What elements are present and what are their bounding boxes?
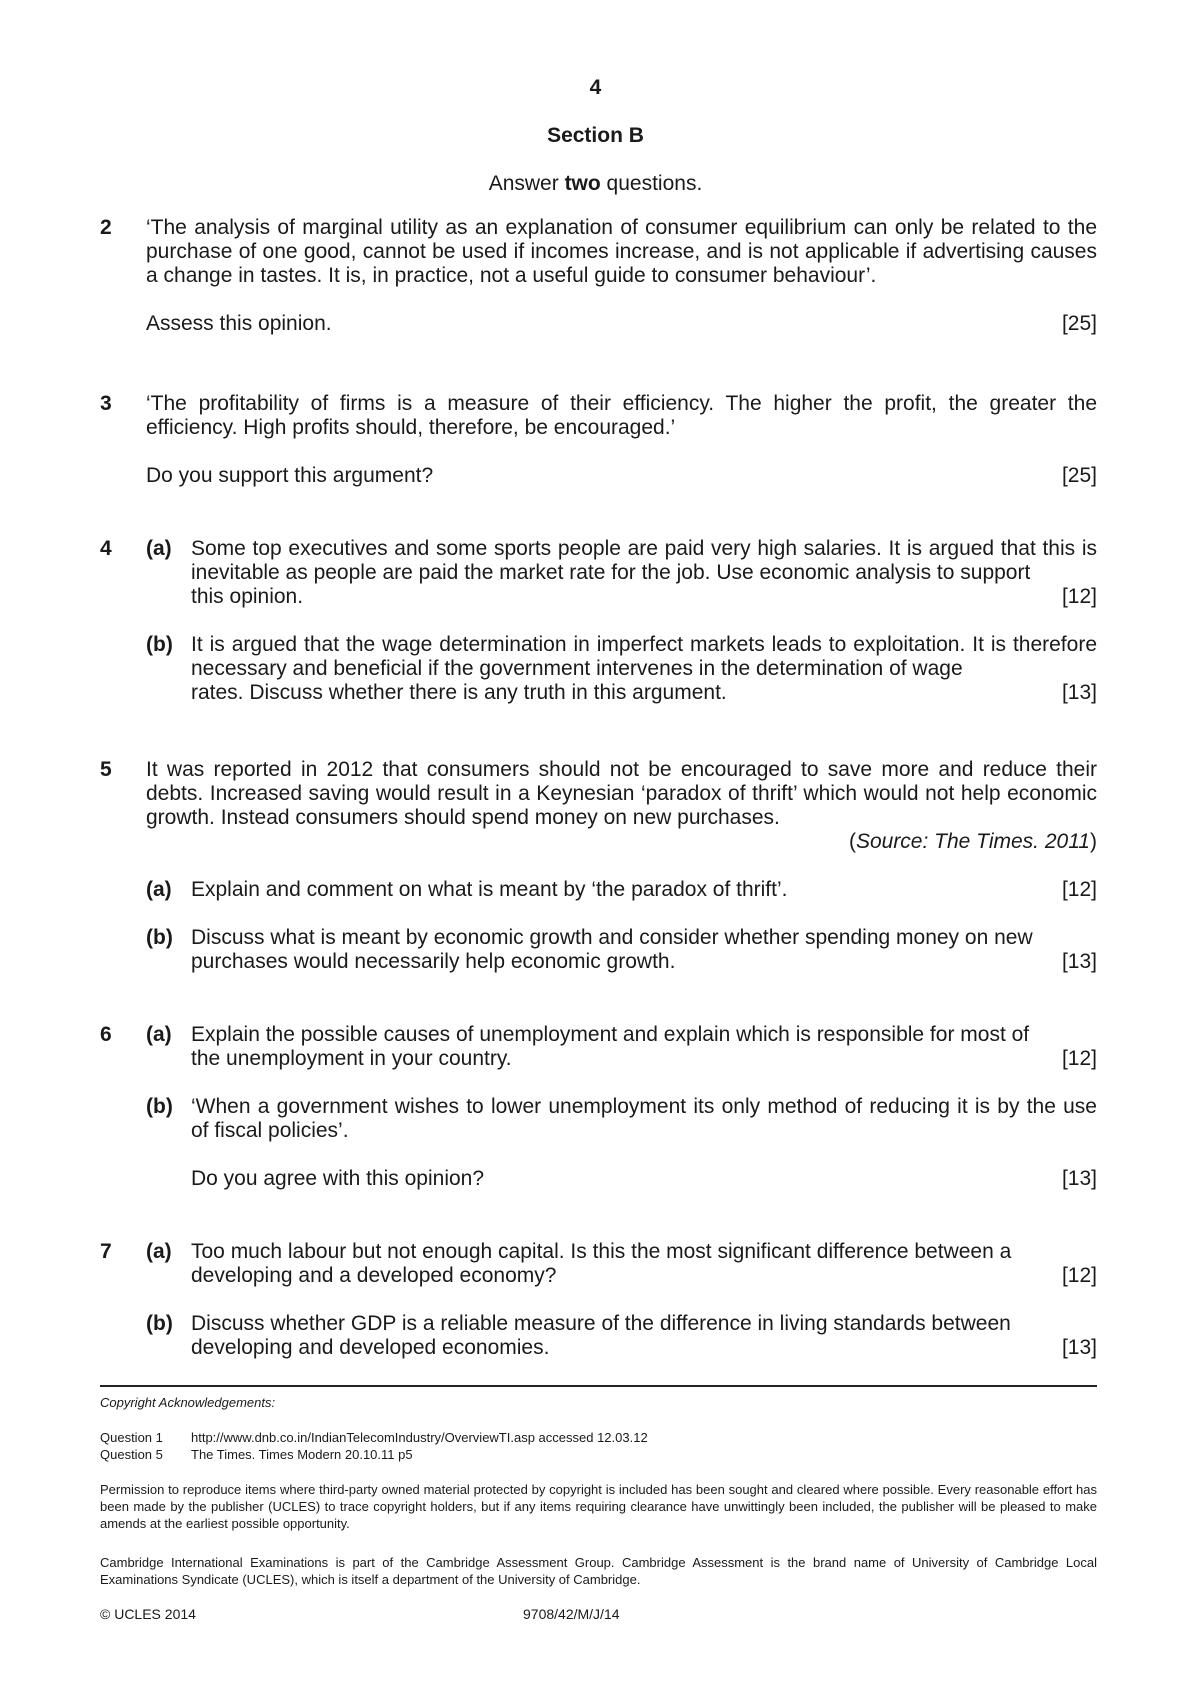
acknowledgement-row <box>100 1446 1097 1463</box>
mark: [13] <box>1061 950 1097 973</box>
part-text: It is argued that the wage determination in imperfect markets leads to exploitation. It is therefore necessary and beneficial if the government intervenes in the determination of wage <box>191 633 1097 680</box>
mark: [12] <box>1061 878 1097 901</box>
part-a <box>100 1023 1097 1071</box>
part-a <box>100 537 1097 609</box>
question-prompt-line <box>146 312 1097 336</box>
part-b <box>100 633 1097 705</box>
ack-text: http://www.dnb.co.in/IndianTelecomIndustry/OverviewTI.asp accessed 12.03.12 <box>191 1430 648 1445</box>
part-label: (a) <box>146 1023 172 1046</box>
part-text: Some top executives and some sports people are paid very high salaries. It is argued that this is inevitable as people are paid the market rate for the job. Use economic analysis to support <box>191 537 1097 584</box>
ack-label: Question 1 <box>100 1430 163 1445</box>
part-line <box>191 878 1097 902</box>
instruction <box>0 172 1191 196</box>
part-label: (b) <box>146 926 173 949</box>
source-open: ( <box>848 830 856 853</box>
question-text: It was reported in 2012 that consumers should not be encouraged to save more and reduce their debts. Increased saving would result in a Keynesian ‘paradox of thrift’ which would not help economic growth. Instead consumers should spend money on new purchases. <box>146 758 1097 829</box>
instruction-suffix: questions. <box>600 172 703 195</box>
paper-code: 9708/42/M/J/14 <box>523 1606 620 1622</box>
part-text-end: the unemployment in your country. <box>191 1047 512 1070</box>
question-6 <box>100 1023 1097 1191</box>
part-text: Discuss what is meant by economic growth and consider whether spending money on new <box>191 926 1033 949</box>
instruction-prefix: Answer <box>488 172 565 195</box>
mark: [12] <box>1061 1047 1097 1070</box>
question-3 <box>100 392 1097 488</box>
mark: [13] <box>1061 1336 1097 1359</box>
footer-title: Copyright Acknowledgements: <box>100 1395 276 1410</box>
ack-label: Question 5 <box>100 1447 163 1462</box>
question-prompt-line <box>146 464 1097 488</box>
question-text: ‘The profitability of firms is a measure of their efficiency. The higher the profit, the greater the efficiency. High profits should, therefore, be encouraged.’ <box>146 392 1097 439</box>
part-last-line <box>191 585 1097 609</box>
ack-text: The Times. Times Modern 20.10.11 p5 <box>191 1447 413 1462</box>
copyright-text: © UCLES 2014 <box>100 1606 196 1622</box>
part-prompt: Do you agree with this opinion? <box>191 1167 485 1190</box>
footer-divider <box>100 1385 1097 1387</box>
question-5 <box>100 758 1097 974</box>
question-number: 7 <box>100 1240 112 1263</box>
part-last-line <box>191 1264 1097 1288</box>
part-prompt-line <box>191 1167 1097 1191</box>
mark: [25] <box>1061 464 1097 487</box>
source-citation <box>100 830 1097 854</box>
part-last-line <box>191 681 1097 705</box>
question-7 <box>100 1240 1097 1360</box>
part-a <box>100 878 1097 902</box>
part-label: (a) <box>146 537 172 560</box>
part-text-end: rates. Discuss whether there is any truth in this argument. <box>191 681 727 704</box>
question-prompt: Assess this opinion. <box>146 312 332 335</box>
question-4 <box>100 537 1097 705</box>
question-number: 5 <box>100 758 112 781</box>
part-a <box>100 1240 1097 1288</box>
mark: [13] <box>1061 1167 1097 1190</box>
part-text-end: this opinion. <box>191 585 304 608</box>
question-prompt: Do you support this argument? <box>146 464 434 487</box>
part-label: (a) <box>146 1240 172 1263</box>
page-number: 4 <box>589 76 602 99</box>
acknowledgement-list <box>100 1429 1097 1463</box>
mark: [13] <box>1061 681 1097 704</box>
part-last-line <box>191 1336 1097 1360</box>
part-text-end: purchases would necessarily help economic growth. <box>191 950 676 973</box>
part-b <box>100 1312 1097 1360</box>
mark: [25] <box>1061 312 1097 335</box>
source-text: Source: The Times. 2011 <box>855 830 1090 853</box>
copyright-acknowledgements <box>100 1394 1097 1411</box>
part-text: Discuss whether GDP is a reliable measure of the difference in living standards between <box>191 1312 1011 1335</box>
part-last-line <box>191 950 1097 974</box>
instruction-bold: two <box>564 172 601 195</box>
permission-notice: Permission to reproduce items where third-party owned material protected by copyright is included has been sought and cleared where possible. Every reasonable effort has been made by the publisher (UCLES) to trace copyright holders, but if any items requiring clearance have unwittingly been included, the publisher will be pleased to make amends at the earliest possible opportunity. <box>100 1482 1097 1531</box>
part-text: Explain the possible causes of unemployment and explain which is responsible for most of <box>191 1023 1030 1046</box>
part-text-end: developing and developed economies. <box>191 1336 550 1359</box>
source-close: ) <box>1090 830 1097 853</box>
question-text: ‘The analysis of marginal utility as an explanation of consumer equilibrium can only be related to the purchase of one good, cannot be used if incomes increase, and is not applicable if advertising causes a change in tastes. It is, in practice, not a useful guide to consumer behaviour’. <box>146 216 1097 287</box>
part-text-end: developing and a developed economy? <box>191 1264 557 1287</box>
part-label: (b) <box>146 1312 173 1335</box>
question-number: 2 <box>100 216 112 239</box>
question-number: 6 <box>100 1023 112 1046</box>
section-title: Section B <box>547 124 644 147</box>
mark: [12] <box>1061 585 1097 608</box>
part-label: (b) <box>146 633 173 656</box>
part-text: Explain and comment on what is meant by ‘the paradox of thrift’. <box>191 878 788 901</box>
mark: [12] <box>1061 1264 1097 1287</box>
page-footer <box>100 1606 1097 1622</box>
part-last-line <box>191 1047 1097 1071</box>
part-b <box>100 926 1097 974</box>
acknowledgement-row <box>100 1429 1097 1446</box>
question-2 <box>100 216 1097 336</box>
cambridge-notice: Cambridge International Examinations is part of the Cambridge Assessment Group. Cambridge Assessment is the brand name of University of Cambridge Local Examinations Syndicate (UCLES), which is itself a department of the University of Cambridge. <box>100 1555 1097 1587</box>
part-b <box>100 1095 1097 1191</box>
part-label: (b) <box>146 1095 173 1118</box>
part-label: (a) <box>146 878 172 901</box>
part-text: Too much labour but not enough capital. Is this the most significant difference between a <box>191 1240 1012 1263</box>
question-number: 4 <box>100 537 112 560</box>
part-text: ‘When a government wishes to lower unemployment its only method of reducing it is by the use of fiscal policies’. <box>191 1095 1097 1142</box>
question-number: 3 <box>100 392 112 415</box>
